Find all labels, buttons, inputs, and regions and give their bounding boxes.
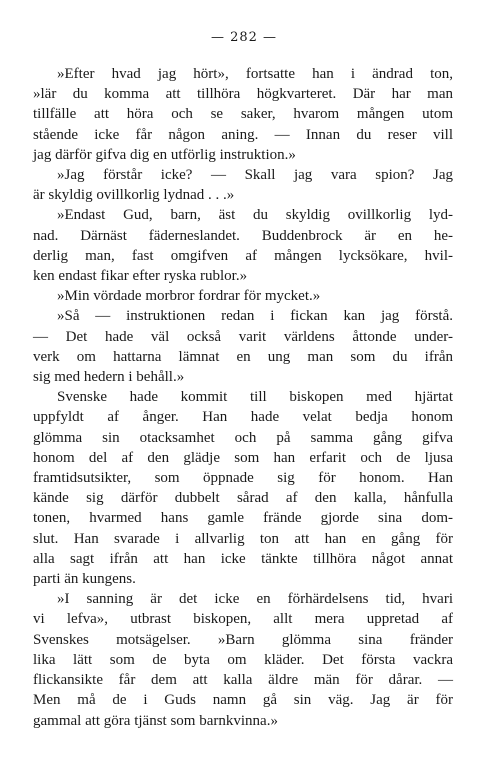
text-line: Svenske hade kommit till biskopen med hjärtat — [57, 389, 453, 406]
text-line: honom del af den glädje som han erfarit och de ljusa — [33, 449, 453, 466]
text-line: framtidsutsikter, som öppnade sig för honom. Han — [33, 470, 453, 487]
paragraph — [33, 64, 453, 165]
text-line: verk om hattarna lämnat en ung man som du ifrån — [33, 348, 453, 365]
text-line: Svenskes motsägelser. »Barn glömma sina fränder — [33, 631, 453, 648]
text-line: nad. Därnäst fäderneslandet. Buddenbrock är en he- — [33, 227, 453, 244]
paragraph — [33, 589, 453, 730]
text-line: Men må de i Guds namn gå sin väg. Jag är för — [33, 692, 453, 709]
text-line: »I sanning är det icke en förhärdelsens tid, hvari — [57, 591, 453, 608]
text-line: är skyldig ovillkorlig lydnad . . .» — [33, 187, 235, 204]
text-line: derlig man, fast omgifven af mången lycksökare, hvil- — [33, 247, 453, 264]
text-line: »Efter hvad jag hört», fortsatte han i ändrad ton, — [57, 66, 453, 82]
paragraph — [33, 286, 453, 306]
text-line: »Min vördade morbror fordrar för mycket.» — [57, 288, 321, 305]
text-line: parti än kungens. — [33, 571, 136, 588]
paragraph — [33, 205, 453, 286]
text-line: kände sig därför dubbelt sårad af den kalla, hånfulla — [33, 490, 453, 507]
text-line: alla sagt ifrån att han icke tänkte tillhöra något annat — [33, 550, 453, 567]
text-line: uppfyldt af ånger. Han hade velat bedja honom — [33, 409, 453, 426]
text-line: »Jag förstår icke? — Skall jag vara spion? Jag — [57, 167, 453, 184]
paragraph — [33, 165, 453, 205]
text-line: vi lefva», utbrast biskopen, allt mera uppretad af — [33, 611, 453, 628]
text-line: sig med hedern i behåll.» — [33, 369, 185, 386]
text-line: »Endast Gud, barn, äst du skyldig ovillkorlig lyd- — [57, 207, 453, 224]
text-line: slut. Han svarade i allvarlig ton att han en gång för — [33, 530, 453, 547]
text-line: flickansikte får dem att kalla äldre män för dårar. — — [33, 672, 453, 689]
text-line: stående icke får någon aning. — Innan du reser vill — [33, 126, 453, 143]
text-line: — Det hade väl också varit världens åttonde under- — [33, 328, 453, 345]
text-line: tillfälle att höra och se saker, hvarom mången utom — [33, 106, 453, 123]
text-line: tonen, hvarmed hans gamle frände gjorde sina dom- — [33, 510, 453, 527]
paragraph — [33, 387, 453, 589]
paragraph — [33, 306, 453, 387]
text-line: gammal att göra tjänst som barnkvinna.» — [33, 712, 278, 729]
text-line: »Så — instruktionen redan i fickan kan jag förstå. — [57, 308, 453, 325]
text-line: »lär du komma att tillhöra högkvarteret. Där har man — [33, 86, 453, 103]
text-line: lika lätt som de byta om kläder. Det första vackra — [33, 651, 453, 668]
body-text — [33, 64, 453, 731]
text-line: jag därför gifva dig en utförlig instruktion.» — [33, 146, 296, 163]
text-line: ken endast fikar efter ryska rublor.» — [33, 268, 248, 285]
text-line: glömma sin otacksamhet och på samma gång gifva — [33, 429, 453, 446]
page-number: — 282 — — [210, 30, 278, 45]
